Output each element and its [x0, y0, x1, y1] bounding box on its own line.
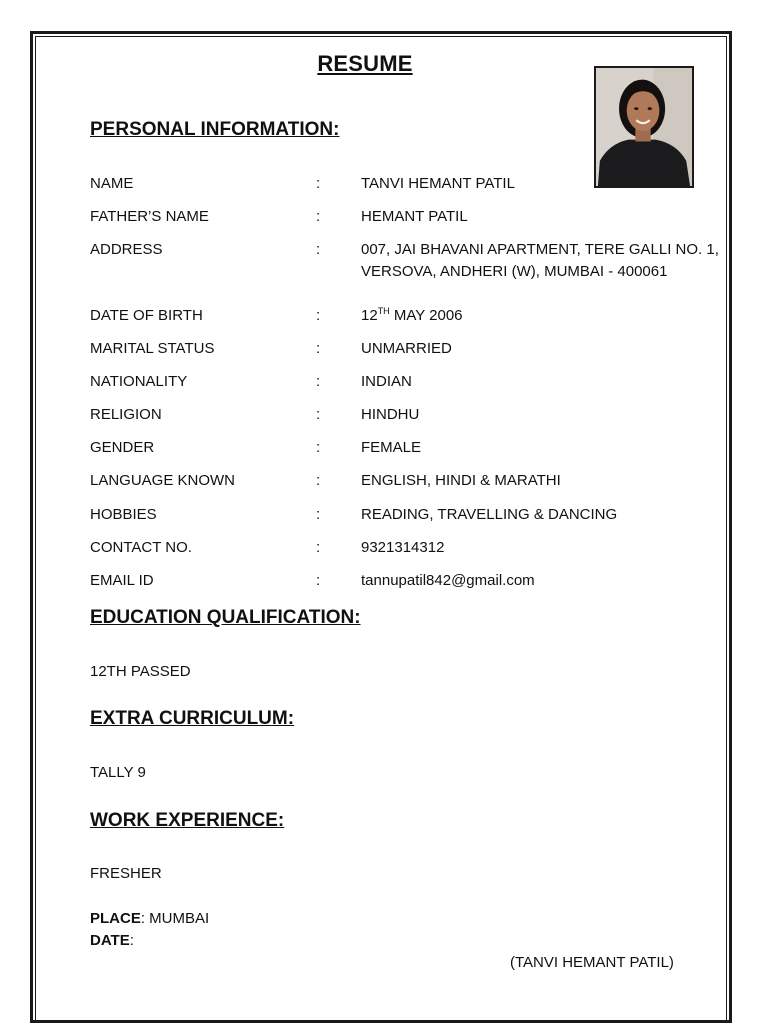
info-label: DATE OF BIRTH [90, 307, 203, 324]
info-value: READING, TRAVELLING & DANCING [361, 506, 618, 523]
info-colon: : [316, 373, 321, 390]
info-value: INDIAN [361, 373, 412, 390]
info-label: HOBBIES [90, 506, 157, 523]
info-value [361, 305, 463, 327]
info-colon: : [316, 241, 321, 258]
info-label: RELIGION [90, 406, 162, 423]
signature-name: (TANVI HEMANT PATIL) [510, 954, 674, 971]
info-colon: : [316, 439, 321, 456]
info-value: TANVI HEMANT PATIL [361, 175, 515, 192]
info-label: GENDER [90, 439, 155, 456]
dob-month-year: MAY 2006 [389, 307, 463, 324]
info-label: NAME [90, 175, 134, 192]
education-text: 12TH PASSED [90, 663, 191, 680]
place-label: PLACE [90, 910, 141, 927]
date-line [90, 930, 134, 952]
info-colon: : [316, 472, 321, 489]
personal-information-heading: PERSONAL INFORMATION: [90, 119, 340, 140]
info-label: EMAIL ID [90, 572, 154, 589]
work-experience-text: FRESHER [90, 865, 162, 882]
date-label: DATE [90, 932, 130, 949]
info-colon: : [316, 175, 321, 192]
info-label: MARITAL STATUS [90, 340, 215, 357]
info-colon: : [316, 572, 321, 589]
dob-ordinal-suffix: TH [377, 306, 390, 316]
info-colon: : [316, 539, 321, 556]
info-colon: : [316, 307, 321, 324]
info-label: CONTACT NO. [90, 539, 192, 556]
extra-curriculum-heading: EXTRA CURRICULUM: [90, 708, 295, 729]
info-value: HEMANT PATIL [361, 208, 468, 225]
person-photo-icon [596, 68, 692, 186]
info-colon: : [316, 506, 321, 523]
place-line [90, 908, 209, 930]
info-value: 007, JAI BHAVANI APARTMENT, TERE GALLI NO. 1, [361, 241, 719, 258]
info-value: 9321314312 [361, 539, 445, 556]
resume-title: RESUME [317, 51, 413, 76]
info-value: HINDHU [361, 406, 420, 423]
profile-photo [594, 66, 694, 188]
info-colon: : [316, 406, 321, 423]
education-qualification-heading: EDUCATION QUALIFICATION: [90, 607, 361, 628]
info-value: FEMALE [361, 439, 422, 456]
info-value: UNMARRIED [361, 340, 452, 357]
extra-curriculum-text: TALLY 9 [90, 764, 146, 781]
date-value: : [129, 932, 134, 949]
info-colon: : [316, 340, 321, 357]
info-colon: : [316, 208, 321, 225]
place-value: : MUMBAI [140, 910, 210, 927]
info-value-line2: VERSOVA, ANDHERI (W), MUMBAI - 400061 [361, 263, 668, 280]
email-value: tannupatil842@gmail.com [361, 572, 535, 589]
info-label: LANGUAGE KNOWN [90, 472, 236, 489]
dob-day: 12 [361, 307, 378, 324]
info-value: ENGLISH, HINDI & MARATHI [361, 472, 561, 489]
work-experience-heading: WORK EXPERIENCE: [90, 810, 285, 831]
info-label: FATHER’S NAME [90, 208, 209, 225]
info-label: ADDRESS [90, 241, 163, 258]
info-label: NATIONALITY [90, 373, 188, 390]
